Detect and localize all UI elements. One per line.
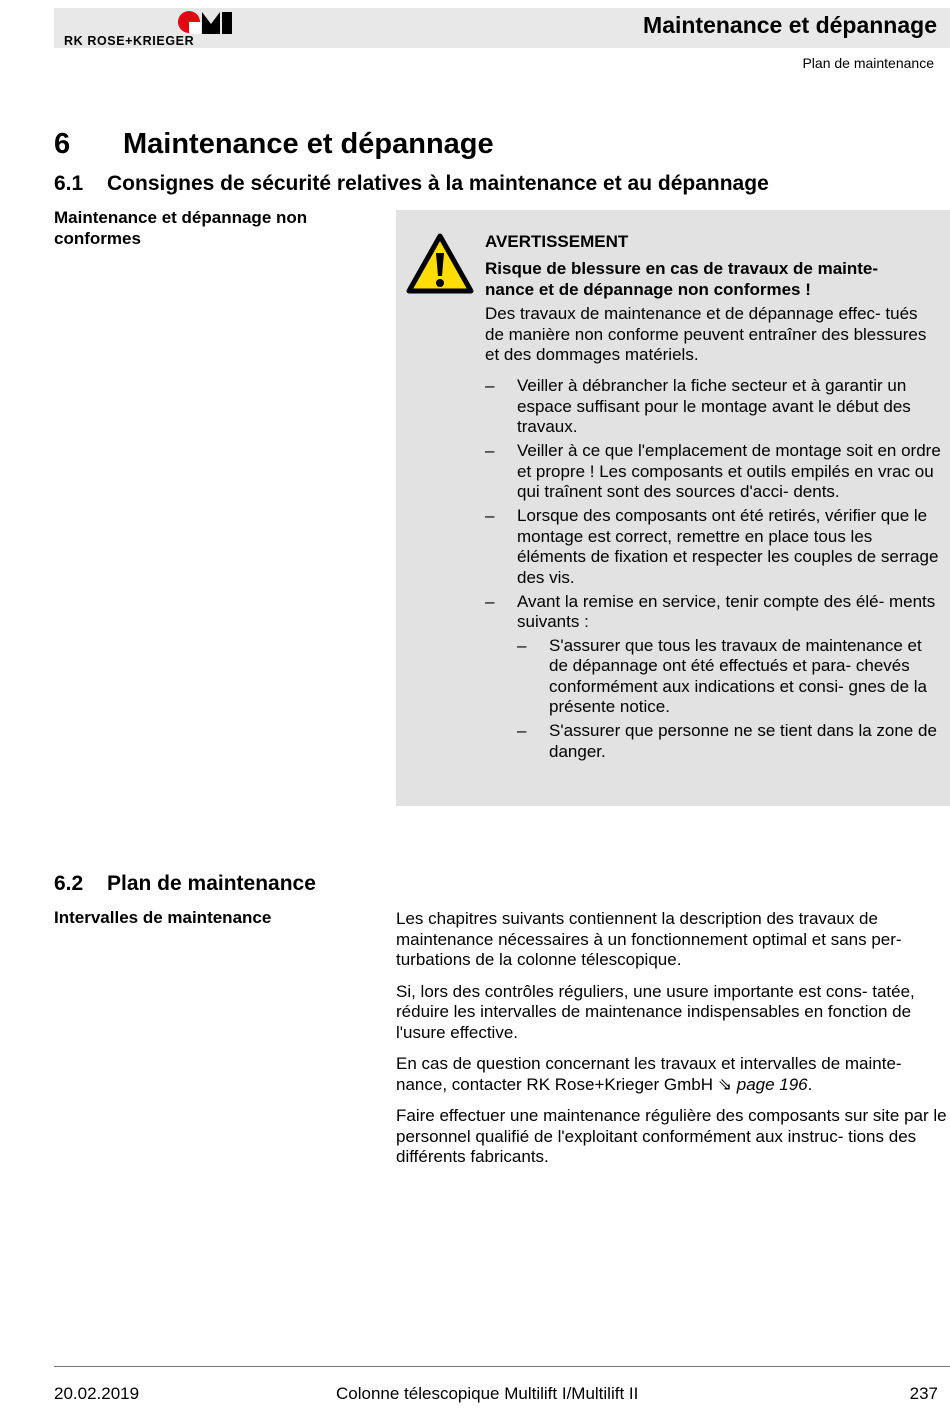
list-item: [485, 506, 945, 588]
footer-page-number: 237: [909, 1384, 938, 1403]
contact-text: En cas de question concernant les travaux et intervalles de mainte- nance, contacter RK Rose+Krieger GmbH: [396, 1054, 902, 1094]
list-item-text: Veiller à débrancher la fiche secteur et à garantir un espace suffisant pour le montage avant le début des travaux.: [517, 376, 911, 436]
side-label-intervals: Intervalles de maintenance: [54, 908, 272, 927]
contact-end: .: [807, 1074, 813, 1094]
reference-arrow-icon: ⇘: [717, 1074, 732, 1094]
company-logo: [64, 10, 234, 50]
sub-list-item: [517, 721, 945, 762]
header-title: Maintenance et dépannage: [643, 12, 937, 38]
list-item-text: Veiller à ce que l'emplacement de montage soit en ordre et propre ! Les composants et outils empilés en vrac ou qui traînent sont des sources d'acci- dents.: [517, 441, 941, 501]
list-item: [485, 376, 945, 438]
warning-description: Des travaux de maintenance et de dépannage effec- tués de manière non conforme peuvent entraîner des blessures et des dommages matériels.: [485, 304, 927, 364]
dash-bullet: –: [485, 376, 495, 395]
section-heading-6-2: [54, 872, 316, 896]
warning-signal-word: AVERTISSEMENT: [485, 232, 629, 251]
paragraph: Si, lors des contrôles réguliers, une usure importante est cons- tatée, réduire les intervalles de maintenance indispensables en fonction de l'usure effective.: [396, 981, 915, 1042]
dash-bullet: –: [485, 441, 495, 460]
logo-text: RK ROSE+KRIEGER: [64, 34, 195, 48]
sub-list-item-text: S'assurer que tous les travaux de maintenance et de dépannage ont été effectués et para- chevés conformément aux indications et consi- gnes de la présente notice.: [549, 635, 927, 716]
footer-divider: [54, 1366, 950, 1367]
warning-hazard: Risque de blessure en cas de travaux de mainte- nance et de dépannage non conformes !: [485, 259, 879, 299]
list-item-text: Lorsque des composants ont été retirés, vérifier que le montage est correct, remettre en place tous les éléments de fixation et respecter les couples de serrage des vis.: [517, 506, 939, 587]
list-item-text: Avant la remise en service, tenir compte des élé- ments suivants :: [517, 591, 936, 631]
chapter-number: 6: [54, 128, 71, 160]
logo-mark-icon: [178, 10, 234, 36]
warning-instructions: [485, 376, 945, 766]
side-label-nonconform: Maintenance et dépannage non conformes: [54, 208, 308, 248]
paragraph: Faire effectuer une maintenance régulière des composants sur site par le personnel qualifié de l'exploitant conformément aux instruc- tions des différents fabricants.: [396, 1106, 947, 1166]
section-number: 6.2: [54, 872, 84, 895]
contact-paragraph: [396, 1054, 948, 1095]
dash-bullet: –: [485, 591, 495, 611]
chapter-title: Maintenance et dépannage: [123, 128, 494, 160]
section-title: Consignes de sécurité relatives à la maintenance et au dépannage: [107, 172, 769, 195]
footer-date: 20.02.2019: [54, 1384, 140, 1403]
warning-triangle-icon: [406, 233, 474, 300]
sub-list-item: [517, 636, 945, 718]
section-number: 6.1: [54, 172, 84, 195]
section-heading-6-1: [54, 172, 769, 196]
maintenance-text: [396, 909, 948, 1179]
paragraph: Les chapitres suivants contiennent la description des travaux de maintenance nécessaires à un fonctionnement optimal et sans per- turbations de la colonne télescopique.: [396, 909, 902, 969]
page-reference-link[interactable]: page 196: [736, 1074, 808, 1094]
chapter-heading: [54, 128, 494, 161]
footer-title: Colonne télescopique Multilift I/Multilift II: [336, 1384, 639, 1403]
dash-bullet: –: [517, 721, 527, 740]
header-subtitle: Plan de maintenance: [802, 55, 934, 71]
warning-subinstructions: [517, 636, 945, 763]
sub-list-item-text: S'assurer que personne ne se tient dans la zone de danger.: [549, 721, 937, 761]
list-item: [485, 441, 945, 503]
dash-bullet: –: [517, 635, 527, 655]
dash-bullet: –: [485, 506, 495, 525]
list-item: [485, 592, 945, 763]
section-title: Plan de maintenance: [107, 872, 316, 895]
